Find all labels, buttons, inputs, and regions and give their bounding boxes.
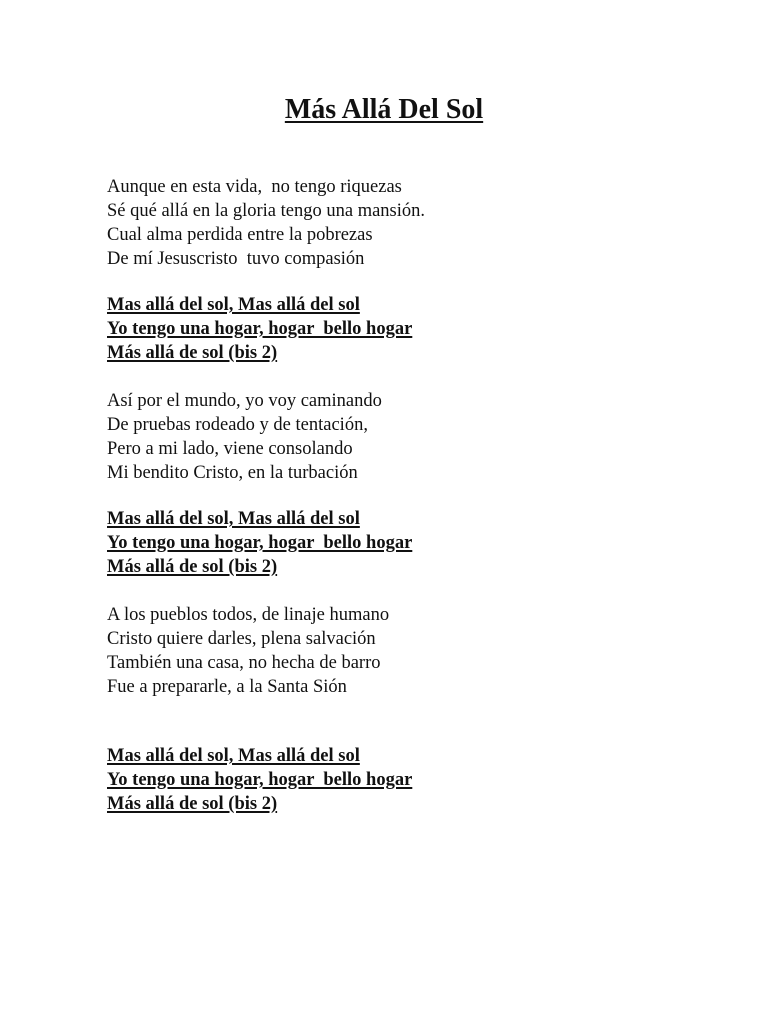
chorus-line-text: Yo tengo una hogar, hogar bello hogar — [107, 533, 413, 553]
chorus-line — [107, 768, 707, 792]
chorus-line-text: Mas allá del sol, Mas allá del sol — [107, 509, 360, 529]
chorus-line-text: Mas allá del sol, Mas allá del sol — [107, 746, 360, 766]
verse-line: Así por el mundo, yo voy caminando — [107, 391, 382, 411]
chorus-line — [107, 531, 707, 555]
chorus-2 — [107, 507, 707, 579]
chorus-line — [107, 555, 707, 579]
verse-line: Sé qué allá en la gloria tengo una mansión. — [107, 201, 426, 221]
chorus-line-text: Más allá de sol (bis 2) — [107, 343, 278, 363]
chorus-line-text: Mas allá del sol, Mas allá del sol — [107, 295, 360, 315]
verse-line: De mí Jesuscristo tuvo compasión — [107, 249, 365, 269]
chorus-line — [107, 792, 707, 816]
title-text: Más Allá Del Sol — [284, 94, 484, 125]
verse-2 — [107, 389, 707, 485]
chorus-line — [107, 317, 707, 341]
verse-line: Mi bendito Cristo, en la turbación — [107, 463, 358, 483]
chorus-line-text: Más allá de sol (bis 2) — [107, 557, 278, 577]
page-title — [0, 92, 768, 128]
verse-line: Cristo quiere darles, plena salvación — [107, 629, 376, 649]
verse-line: También una casa, no hecha de barro — [107, 653, 381, 673]
verse-line: Fue a prepararle, a la Santa Sión — [107, 677, 347, 697]
chorus-line — [107, 341, 707, 365]
verse-line: Aunque en esta vida, no tengo riquezas — [107, 177, 402, 197]
verse-3 — [107, 603, 707, 699]
chorus-line — [107, 744, 707, 768]
verse-line: Cual alma perdida entre la pobrezas — [107, 225, 373, 245]
verse-line: Pero a mi lado, viene consolando — [107, 439, 353, 459]
chorus-3 — [107, 744, 707, 816]
chorus-line — [107, 507, 707, 531]
chorus-line-text: Yo tengo una hogar, hogar bello hogar — [107, 319, 413, 339]
chorus-line — [107, 293, 707, 317]
chorus-line-text: Yo tengo una hogar, hogar bello hogar — [107, 770, 413, 790]
chorus-1 — [107, 293, 707, 365]
chorus-line-text: Más allá de sol (bis 2) — [107, 794, 278, 814]
verse-line: De pruebas rodeado y de tentación, — [107, 415, 368, 435]
verse-1 — [107, 175, 707, 271]
verse-line: A los pueblos todos, de linaje humano — [107, 605, 390, 625]
